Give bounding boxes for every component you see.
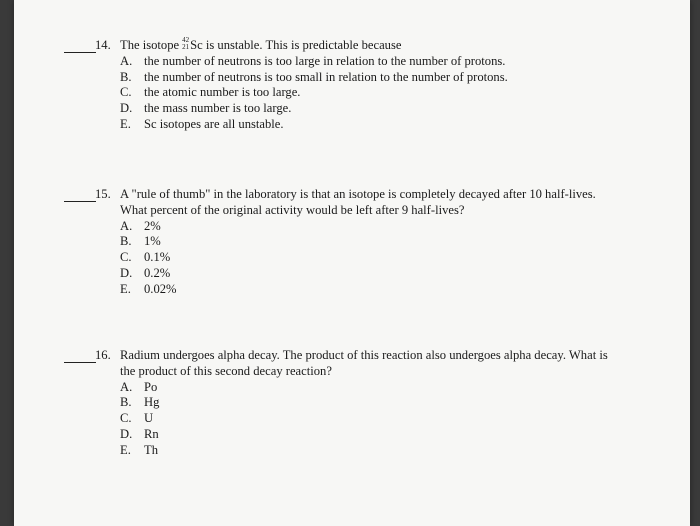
question-stem [120,348,655,380]
option-letter: B. [120,395,132,410]
stem-prefix: The isotope [120,38,180,52]
option-d [120,266,655,282]
answer-blank-15[interactable] [64,201,96,202]
stem-line-2: the product of this second decay reaction? [120,363,332,378]
isotope-notation [182,37,189,51]
option-letter: E. [120,281,131,296]
option-c [120,250,655,266]
option-letter: C. [120,85,132,100]
option-letter: D. [120,101,133,116]
option-e [120,443,655,459]
option-text: Po [144,379,158,394]
option-e [120,117,655,133]
option-letter: D. [120,426,133,441]
option-c [120,85,655,101]
option-a [120,219,655,235]
option-letter: E. [120,116,131,131]
option-e [120,282,655,298]
option-text: U [144,411,154,426]
option-text: 1% [144,234,161,249]
option-letter: A. [120,53,133,68]
option-letter: A. [120,379,133,394]
answer-options [120,380,655,459]
answer-options [120,54,655,133]
option-letter: C. [120,411,132,426]
answer-options [120,219,655,298]
question-14 [95,38,655,133]
option-letter: B. [120,69,132,84]
question-stem [120,38,655,54]
option-text: the number of neutrons is too small in relation to the number of protons. [144,69,508,84]
answer-blank-16[interactable] [64,362,96,363]
option-letter: A. [120,218,133,233]
answer-blank-14[interactable] [64,52,96,53]
question-stem [120,187,655,219]
option-text: 0.1% [144,250,171,265]
option-text: Sc isotopes are all unstable. [144,116,284,131]
stem-line-1: Radium undergoes alpha decay. The product of this reaction also undergoes alpha decay. What is [120,348,608,362]
option-text: the number of neutrons is too large in relation to the number of protons. [144,53,506,68]
stem-line-1: A "rule of thumb" in the laboratory is that an isotope is completely decayed after 10 half-lives. [120,187,596,201]
option-text: the atomic number is too large. [144,85,301,100]
question-number: 14. [95,38,111,52]
document-page [14,0,690,526]
question-16 [95,348,655,459]
question-number: 16. [95,348,111,362]
option-b [120,234,655,250]
option-text: 2% [144,218,161,233]
option-text: Hg [144,395,160,410]
option-d [120,101,655,117]
isotope-symbol: Sc [190,38,203,52]
option-letter: E. [120,442,131,457]
option-a [120,380,655,396]
option-letter: B. [120,234,132,249]
option-text: 0.02% [144,281,177,296]
atomic-number: 21 [182,43,190,52]
option-text: 0.2% [144,265,171,280]
question-15 [95,187,655,298]
stem-suffix: is unstable. This is predictable because [205,38,402,52]
option-b [120,395,655,411]
option-text: Th [144,442,158,457]
option-letter: C. [120,250,132,265]
question-number: 15. [95,187,111,201]
option-letter: D. [120,265,133,280]
option-b [120,70,655,86]
option-text: Rn [144,426,159,441]
option-d [120,427,655,443]
option-c [120,411,655,427]
option-text: the mass number is too large. [144,101,292,116]
mass-number: 42 [182,36,190,45]
stem-line-2: What percent of the original activity would be left after 9 half-lives? [120,202,465,217]
option-a [120,54,655,70]
